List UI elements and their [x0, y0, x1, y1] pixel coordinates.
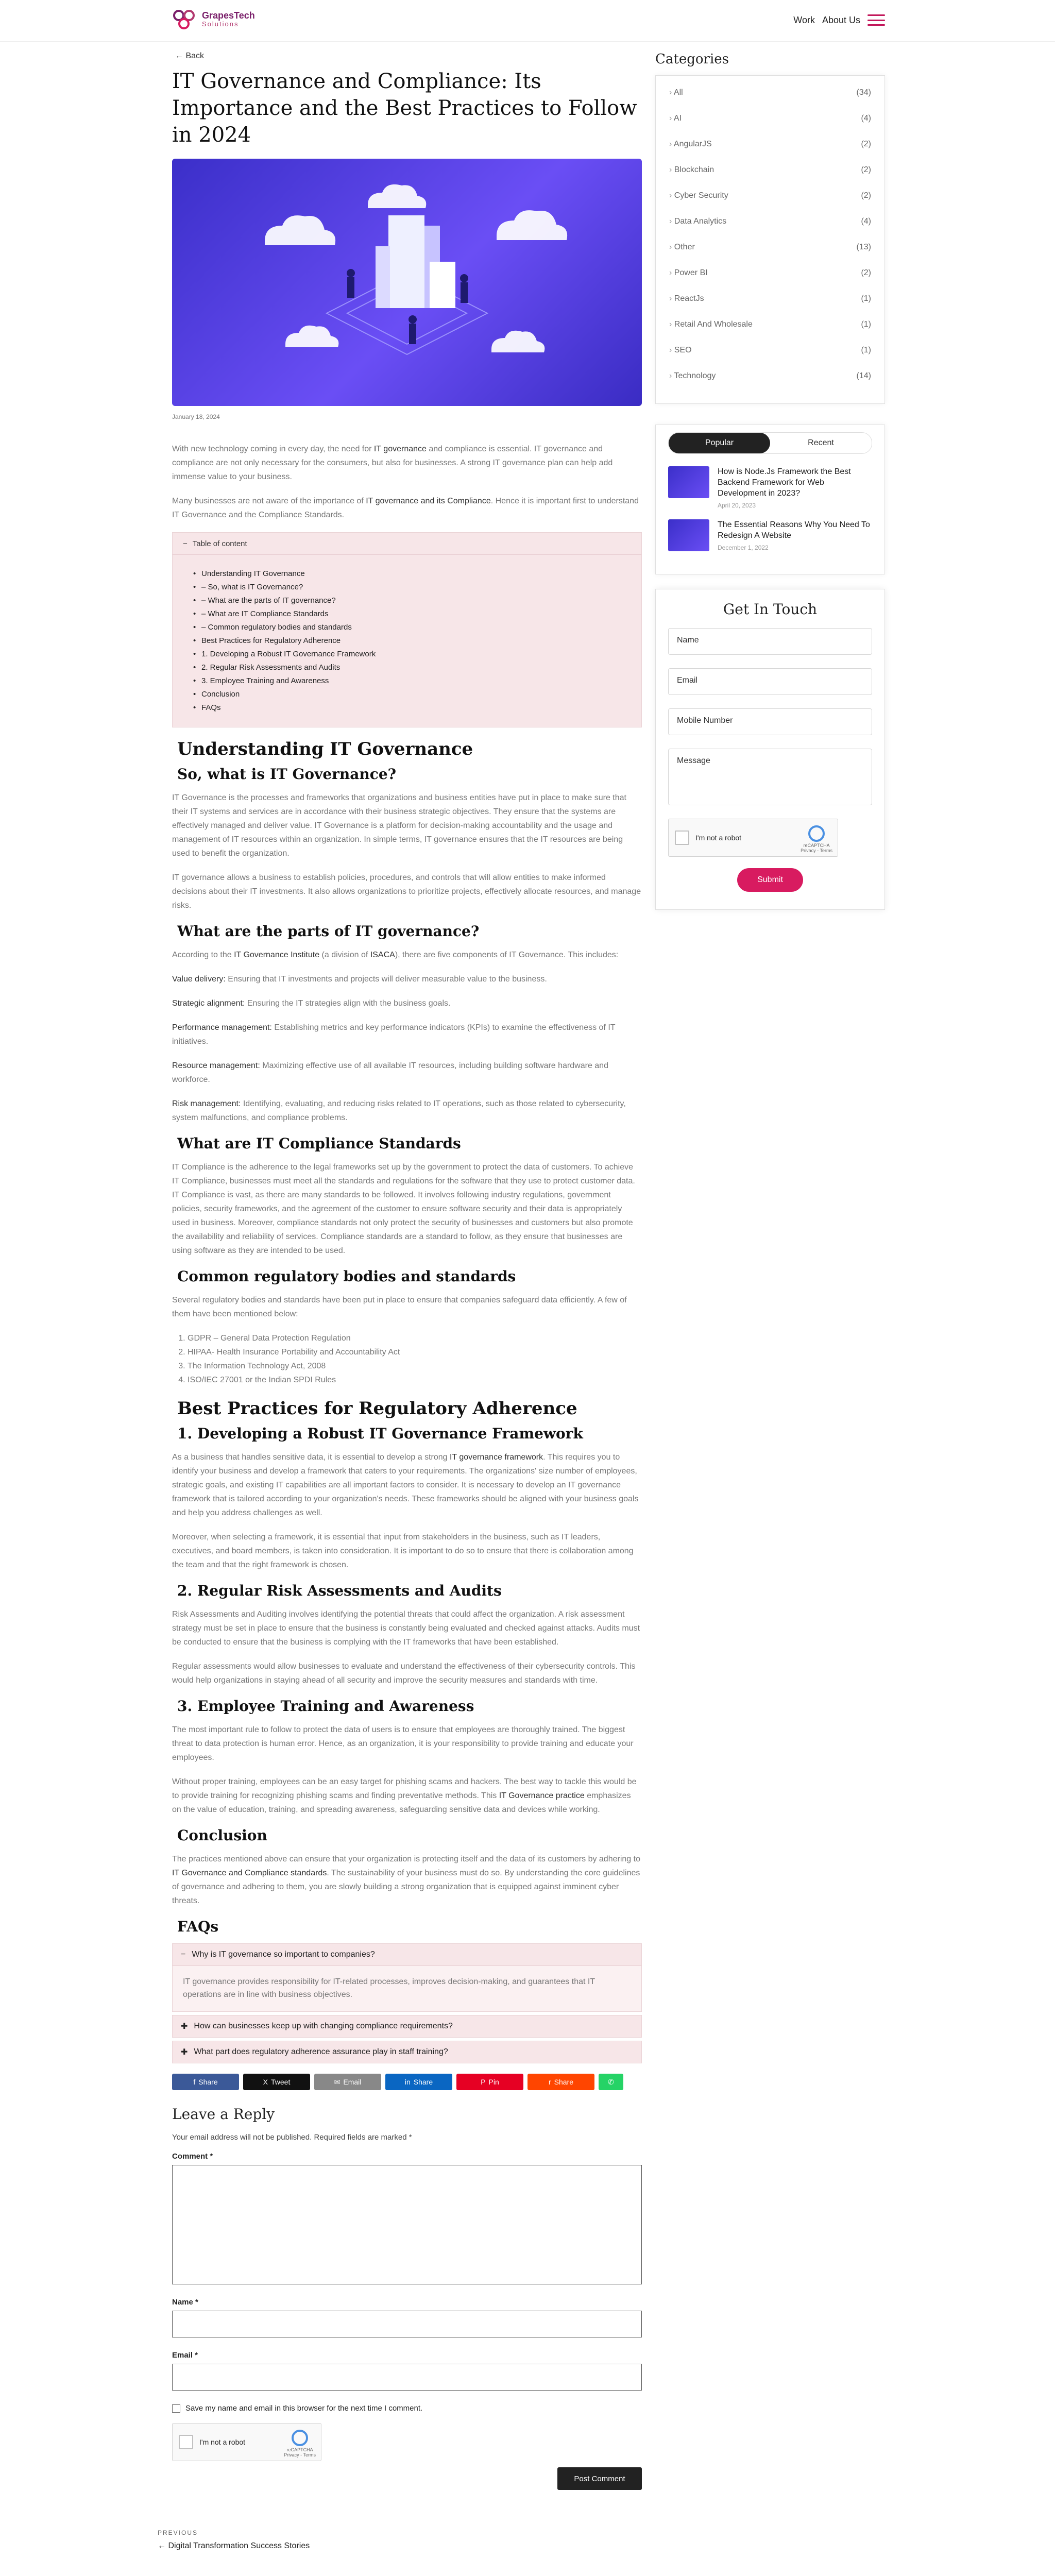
category-item[interactable]: › Data Analytics (4)	[669, 217, 871, 243]
submit-button[interactable]: Submit	[737, 868, 803, 892]
list-item: 3. The Information Technology Act, 2008	[188, 1359, 642, 1373]
category-item[interactable]: › AI (4)	[669, 114, 871, 140]
grapes-logo-icon	[170, 6, 198, 32]
minus-icon: −	[183, 539, 188, 548]
name-input[interactable]	[172, 2311, 642, 2337]
name-label: Name *	[172, 2298, 198, 2307]
popular-post[interactable]: How is Node.Js Framework the Best Backend Framework for Web Development in 2023? April 20, 2023	[668, 466, 872, 509]
category-item[interactable]: › Other (13)	[669, 243, 871, 268]
post-thumbnail	[668, 519, 709, 551]
toc-item[interactable]: • 1. Developing a Robust IT Governance Framework	[201, 648, 641, 661]
toc-item[interactable]: • Conclusion	[201, 688, 641, 701]
x-icon: X	[263, 2078, 268, 2086]
recaptcha-widget[interactable]: I'm not a robot reCAPTCHA Privacy - Terms	[668, 819, 838, 857]
governance-part: Risk management: Identifying, evaluating, and reducing risks related to IT operations, such as those related to cybersecurity, system malfunctions, and compliance problems.	[172, 1099, 626, 1122]
toc-item[interactable]: • – What are IT Compliance Standards	[201, 607, 641, 621]
toc-item[interactable]: • – So, what is IT Governance?	[201, 581, 641, 594]
plus-icon: ✚	[181, 2022, 188, 2031]
section-subheading: FAQs	[177, 1918, 219, 1935]
logo[interactable]	[170, 6, 255, 32]
whatsapp-share-button[interactable]	[599, 2074, 623, 2090]
email-share-button[interactable]: ✉ Email	[314, 2074, 381, 2090]
linkedin-share-button[interactable]: in Share	[385, 2074, 452, 2090]
section-subheading: 1. Developing a Robust IT Governance Framework	[177, 1425, 583, 1442]
email-input[interactable]	[172, 2364, 642, 2391]
arrow-left-icon: ←	[158, 2541, 168, 2550]
category-item[interactable]: › AngularJS (2)	[669, 140, 871, 165]
save-info-checkbox[interactable]	[172, 2404, 180, 2413]
section-subheading: Conclusion	[177, 1827, 267, 1844]
faq-answer: IT governance provides responsibility for IT-related processes, improves decision-making, and guarantees that IT operations are in line with business objectives.	[173, 1965, 641, 2011]
name-field[interactable]: Name	[668, 628, 872, 655]
category-item[interactable]: › Retail And Wholesale (1)	[669, 320, 871, 346]
paragraph: Several regulatory bodies and standards have been put in place to ensure that companies safeguard data efficiently. A few of them have been mentioned below:	[172, 1296, 627, 1318]
intro-paragraph: Many businesses are not aware of the importance of IT governance and its Compliance. Hence it is important first to understand IT Governance and the Compliance Standards.	[172, 497, 639, 519]
email-label: Email *	[172, 2351, 198, 2360]
save-info-label: Save my name and email in this browser for the next time I comment.	[185, 2404, 423, 2413]
reddit-icon: r	[548, 2078, 551, 2086]
category-item[interactable]: › ReactJs (1)	[669, 294, 871, 320]
toc-item[interactable]: • Understanding IT Governance	[201, 567, 641, 581]
paragraph: Moreover, when selecting a framework, it is essential that input from stakeholders in the business, such as IT leaders, executives, and board members, is taken into consideration. It is important to do so to ensure that there is collaboration among the team and that the right framework is chosen.	[172, 1533, 634, 1569]
intro-paragraph: With new technology coming in every day, the need for IT governance and compliance is essential. IT governance and compliance are not only necessary for the consumers, but also for businesses. A strong IT governance plan can help add immense value to your business.	[172, 445, 613, 481]
list-item: 2. HIPAA- Health Insurance Portability and Accountability Act	[188, 1345, 642, 1359]
hamburger-menu-icon[interactable]	[867, 14, 885, 26]
section-heading: Understanding IT Governance	[177, 739, 473, 759]
faq-question[interactable]: ✚ What part does regulatory adherence assurance play in staff training?	[181, 2047, 448, 2057]
mobile-field[interactable]: Mobile Number	[668, 708, 872, 735]
table-of-content	[172, 532, 642, 727]
recaptcha-widget[interactable]: I'm not a robot reCAPTCHA Privacy - Terms	[172, 2423, 321, 2461]
toc-item[interactable]: • Best Practices for Regulatory Adherence	[201, 634, 641, 648]
categories-title: Categories	[655, 52, 729, 67]
back-link[interactable]: ← Back	[175, 52, 205, 60]
faq-question[interactable]: − Why is IT governance so important to companies?	[181, 1950, 375, 1959]
comment-form	[172, 2106, 642, 2490]
toc-item[interactable]: • 3. Employee Training and Awareness	[201, 674, 641, 688]
previous-post-nav[interactable]: PREVIOUS ← Digital Transformation Success Stories	[158, 2529, 310, 2550]
governance-part: Value delivery: Ensuring that IT investments and projects will deliver measurable value to the business.	[172, 975, 547, 984]
category-item[interactable]: › Power BI (2)	[669, 268, 871, 294]
faq-item	[172, 2041, 642, 2063]
section-subheading: 2. Regular Risk Assessments and Audits	[177, 1582, 502, 1599]
governance-part: Strategic alignment: Ensuring the IT strategies align with the business goals.	[172, 999, 451, 1008]
paragraph: Risk Assessments and Auditing involves identifying the potential threats that could affect the organization. A risk assessment strategy must be set in place to ensure that the business is constantly being evaluated and checked against attacks. Audits must be conducted to ensure that the business is complying with the IT frameworks that have been established.	[172, 1610, 640, 1647]
brand-name: GrapesTech	[202, 10, 255, 21]
brand-sub: Solutions	[202, 20, 239, 28]
comment-textarea[interactable]	[172, 2165, 642, 2284]
site-header	[0, 0, 1055, 42]
faq-item	[172, 2015, 642, 2038]
category-item[interactable]: › Cyber Security (2)	[669, 191, 871, 217]
facebook-share-button[interactable]: f Share	[172, 2074, 239, 2090]
paragraph: The practices mentioned above can ensure that your organization is protecting itself and the data of its customers by adhering to IT Governance and Compliance standards. The sustainability of your business must do so. By understanding the core guidelines of governance and adhering to them, you are slowly building a strong organization that is equipped against imminent cyber threats.	[172, 1855, 640, 1905]
section-subheading: Common regulatory bodies and standards	[177, 1268, 516, 1285]
list-item: 4. ISO/IEC 27001 or the Indian SPDI Rules	[188, 1373, 642, 1387]
recaptcha-checkbox[interactable]	[179, 2435, 193, 2449]
list-item: 1. GDPR – General Data Protection Regulation	[188, 1331, 642, 1345]
linkedin-icon: in	[404, 2078, 411, 2086]
x-tweet-button[interactable]: X Tweet	[243, 2074, 310, 2090]
reply-title: Leave a Reply	[172, 2106, 275, 2123]
governance-part: Performance management: Establishing metrics and key performance indicators (KPIs) to examine the effectiveness of IT initiatives.	[172, 1023, 616, 1046]
message-field[interactable]: Message	[668, 749, 872, 805]
post-comment-button[interactable]: Post Comment	[557, 2467, 642, 2490]
tab-recent[interactable]: Recent	[808, 438, 834, 447]
hero-illustration	[172, 159, 642, 406]
pinterest-pin-button[interactable]: P Pin	[456, 2074, 523, 2090]
section-subheading: What are IT Compliance Standards	[177, 1135, 461, 1152]
category-item[interactable]: › Blockchain (2)	[669, 165, 871, 191]
email-field[interactable]: Email	[668, 668, 872, 695]
plus-icon: ✚	[181, 2048, 188, 2057]
minus-icon: −	[181, 1950, 186, 1959]
toc-item[interactable]: • FAQs	[201, 701, 641, 715]
page-title: IT Governance and Compliance: Its Importance and the Best Practices to Follow in 2024	[172, 70, 637, 147]
toc-item[interactable]: • 2. Regular Risk Assessments and Audits	[201, 661, 641, 674]
recaptcha-checkbox[interactable]	[675, 831, 689, 845]
paragraph: According to the IT Governance Institute (a division of ISACA), there are five components of IT Governance. This includes:	[172, 951, 619, 959]
paragraph: The most important rule to follow to protect the data of users is to ensure that employees are thoroughly trained. The biggest threat to data protection is human error. Hence, as an organization, it is your responsibility to provide training and educate your employees.	[172, 1725, 634, 1762]
governance-part: Resource management: Maximizing effective use of all available IT resources, including building software hardware and workforce.	[172, 1061, 608, 1084]
category-item[interactable]: › SEO (1)	[669, 346, 871, 371]
reddit-share-button[interactable]: r Share	[528, 2074, 594, 2090]
toc-toggle[interactable]: − Table of content	[173, 533, 641, 555]
section-subheading: So, what is IT Governance?	[177, 766, 397, 783]
paragraph: Regular assessments would allow businesses to evaluate and understand the effectiveness of their cybersecurity controls. This would help organizations in staying ahead of all security and improve the security measures and standards with time.	[172, 1662, 636, 1685]
recaptcha-logo-icon	[292, 2430, 308, 2446]
share-bar	[172, 2074, 642, 2090]
regulatory-list	[172, 1331, 642, 1387]
toc-item[interactable]: • – Common regulatory bodies and standards	[201, 621, 641, 634]
popular-post[interactable]: The Essential Reasons Why You Need To Redesign A Website December 1, 2022	[668, 519, 872, 551]
section-subheading: 3. Employee Training and Awareness	[177, 1698, 474, 1715]
tab-popular[interactable]: Popular	[669, 433, 770, 453]
paragraph: As a business that handles sensitive data, it is essential to develop a strong IT governance framework. This requires you to identify your business and develop a framework that caters to your requirements. The organizations' size number of employees, strategic goals, and existing IT capabilities are all important factors to consider. It is necessary to develop an IT governance framework that is tailored according to your organization's needs. These frameworks should be aligned with your business goals and help you address challenges as well.	[172, 1453, 639, 1517]
get-in-touch-title: Get In Touch	[723, 601, 818, 618]
paragraph: IT Governance is the processes and frameworks that organizations and business entities have put in place to make sure that their IT systems and services are in accordance with their business strategic objectives. They ensure that the systems are effectively managed and deliver value. IT Governance is a platform for decision-making accountability and the usage and management of IT resources within an organization. In simple terms, IT governance ensures that the IT resources are being used to benefit the organization.	[172, 793, 626, 858]
comment-label: Comment *	[172, 2152, 213, 2161]
reply-note: Your email address will not be published. Required fields are marked *	[172, 2133, 412, 2142]
faq-item	[172, 1943, 642, 2012]
faq-question[interactable]: ✚ How can businesses keep up with changing compliance requirements?	[181, 2022, 453, 2031]
sidebar	[655, 52, 885, 910]
get-in-touch-form	[655, 589, 885, 910]
cloud-city-illustration-icon	[172, 159, 642, 406]
paragraph: IT Compliance is the adherence to the legal frameworks set up by the government to protect the data of customers. To achieve IT Compliance, businesses must meet all the standards and regulations for the software that they use to protect customer data. IT Compliance is vast, as there are many standards to be followed. It involves following industry regulations, government policies, security frameworks, and the agreement of the customer to ensure software security and their data is appropriately used in business. Moreover, compliance standards not only protect the security of businesses and customers but also promote the availability and reliability of services. Compliance standards are a standard to follow, as they ensure that businesses are using software as they are intended to be used.	[172, 1163, 635, 1255]
whatsapp-icon: ✆	[608, 2077, 614, 2086]
facebook-icon: f	[193, 2078, 196, 2086]
toc-item[interactable]: • – What are the parts of IT governance?	[201, 594, 641, 607]
category-item[interactable]: › Technology (14)	[669, 371, 871, 397]
categories-list	[655, 75, 885, 404]
nav-about[interactable]: About Us	[822, 14, 860, 25]
section-subheading: What are the parts of IT governance?	[177, 923, 480, 940]
email-icon: ✉	[334, 2077, 341, 2086]
pinterest-icon: P	[481, 2078, 486, 2086]
post-date: January 18, 2024	[172, 413, 220, 420]
category-item[interactable]: › All (34)	[669, 88, 871, 114]
post-thumbnail	[668, 466, 709, 498]
paragraph: IT governance allows a business to establish policies, procedures, and controls that will allow entities to make informed decisions about their IT investments. It also allows organizations to prioritize projects, effectively allocate resources, and manage risks.	[172, 873, 641, 910]
nav-work[interactable]: Work	[793, 14, 815, 25]
section-heading: Best Practices for Regulatory Adherence	[177, 1398, 577, 1419]
recaptcha-logo-icon	[808, 825, 825, 842]
posts-widget	[655, 425, 885, 574]
paragraph: Without proper training, employees can be an easy target for phishing scams and hackers. The best way to tackle this would be to provide training for recognizing phishing scams and finding preventative methods. This IT Governance practice emphasizes on the value of education, training, and spreading awareness, safeguarding sensitive data and devices while working.	[172, 1777, 637, 1814]
article	[158, 52, 642, 2551]
